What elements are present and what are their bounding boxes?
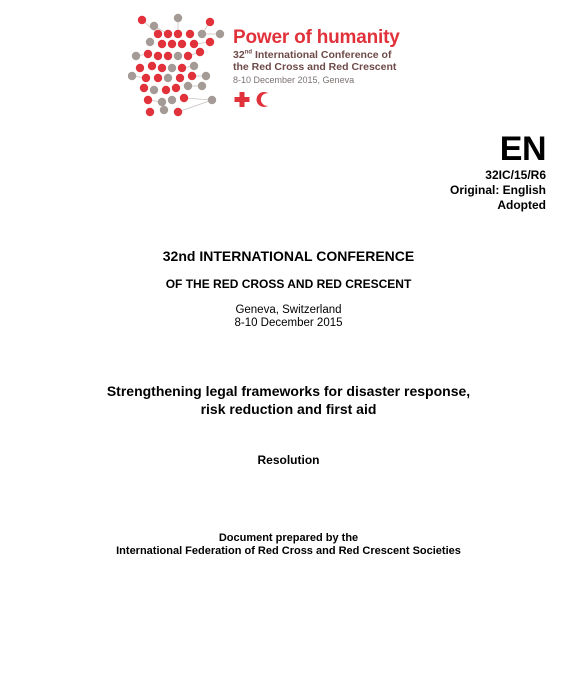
logo-dot	[164, 30, 172, 38]
logo-dot	[176, 74, 184, 82]
prepared-by	[0, 532, 577, 558]
logo-dot	[206, 18, 214, 26]
logo-subtitle-line2: the Red Cross and Red Crescent	[233, 61, 397, 73]
logo-dot	[132, 52, 140, 60]
document-meta	[450, 130, 546, 213]
document-type: Resolution	[257, 453, 320, 467]
logo-dot	[190, 40, 198, 48]
red-crescent-emblem-icon	[257, 92, 274, 107]
logo-dot	[184, 52, 192, 60]
logo-dot	[174, 14, 182, 22]
document-reference: 32IC/15/R6	[485, 168, 546, 182]
logo-dot	[178, 40, 186, 48]
logo-dot	[168, 40, 176, 48]
logo-dot	[216, 30, 224, 38]
logo-dot	[146, 38, 154, 46]
logo-dot	[174, 108, 182, 116]
logo-dot	[178, 64, 186, 72]
logo-dot	[146, 108, 154, 116]
logo-dot	[174, 52, 182, 60]
language-code: EN	[499, 130, 546, 168]
logo-dot	[154, 30, 162, 38]
logo-title: Power of humanity	[233, 27, 400, 48]
logo-dot	[138, 16, 146, 24]
logo-dot	[154, 52, 162, 60]
logo-dot	[168, 64, 176, 72]
logo-dot	[144, 96, 152, 104]
logo-dot	[128, 72, 136, 80]
logo-dot	[154, 74, 162, 82]
logo-dot	[158, 98, 166, 106]
conference-title: 32nd INTERNATIONAL CONFERENCE	[162, 248, 415, 264]
original-language: Original: English	[449, 183, 546, 197]
logo-dot	[148, 62, 156, 70]
logo-dot	[198, 82, 206, 90]
logo-dot	[150, 22, 158, 30]
red-cross-emblem-icon	[235, 92, 250, 107]
logo-dot	[172, 84, 180, 92]
logo-dot	[162, 86, 170, 94]
logo-dot	[198, 30, 206, 38]
logo-dot	[202, 72, 210, 80]
logo-dot	[180, 94, 188, 102]
logo-dot	[190, 62, 198, 70]
logo-dot	[158, 64, 166, 72]
conference-location: Geneva, Switzerland	[235, 304, 342, 316]
conference-subtitle: OF THE RED CROSS AND RED CRESCENT	[165, 277, 412, 291]
logo-dot	[168, 96, 176, 104]
logo-date: 8-10 December 2015, Geneva	[233, 75, 355, 85]
resolution-title-line1: Strengthening legal frameworks for disaster response,	[106, 383, 471, 399]
logo-dot	[140, 84, 148, 92]
prepared-by-line1: Document prepared by the	[218, 532, 359, 544]
logo-dot	[188, 72, 196, 80]
dot-pattern-logo-icon	[128, 12, 228, 122]
logo-dot	[142, 74, 150, 82]
logo-dot	[150, 86, 158, 94]
logo-dot	[184, 82, 192, 90]
resolution-title-line2: risk reduction and first aid	[200, 401, 377, 417]
conference-dates: 8-10 December 2015	[234, 317, 343, 329]
conference-logo	[128, 12, 400, 122]
logo-dot	[186, 30, 194, 38]
document-status: Adopted	[497, 198, 546, 212]
logo-dot	[174, 30, 182, 38]
conference-venue	[0, 304, 577, 330]
logo-dot	[206, 38, 214, 46]
logo-dot	[160, 106, 168, 114]
prepared-by-line2: International Federation of Red Cross and Red Crescent Societies	[116, 545, 461, 557]
resolution-title	[0, 382, 577, 418]
logo-dot	[158, 40, 166, 48]
emblems	[233, 89, 401, 109]
logo-subtitle-line1: 32nd International Conference of	[233, 49, 392, 61]
logo-text	[233, 27, 401, 109]
logo-dot	[164, 74, 172, 82]
logo-dot	[164, 52, 172, 60]
logo-dot	[208, 96, 216, 104]
logo-dot	[196, 48, 204, 56]
logo-dot	[144, 50, 152, 58]
logo-dot	[136, 64, 144, 72]
